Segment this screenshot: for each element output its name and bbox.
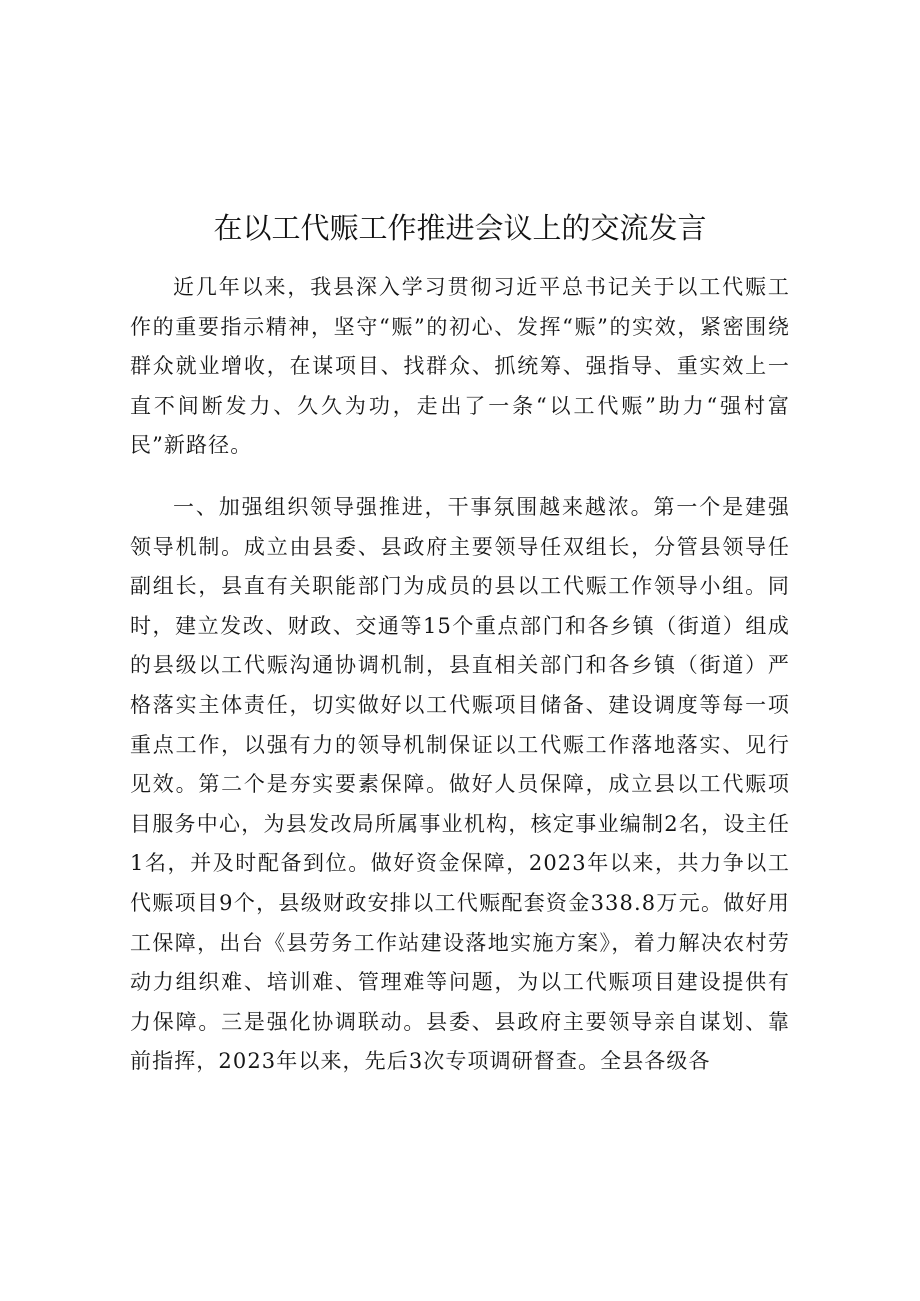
document-title: 在以工代赈工作推进会议上的交流发言 (213, 211, 707, 245)
paragraph-section-one: 一、加强组织领导强推进，干事氛围越来越浓。第一个是建强领导机制。成立由县委、县政府主要领导任双组长，分管县领导任副组长，县直有关职能部门为成员的县以工代赈工作领导小组。同时，建立发改、财政、交通等15个重点部门和各乡镇（街道）组成的县级以工代赈沟通协调机制，县直相关部门和各乡镇（街道）严格落实主体责任，切实做好以工代赈项目储备、建设调度等每一项重点工作，以强有力的领导机制保证以工代赈工作落地落实、见行见效。第二个是夯实要素保障。做好人员保障，成立县以工代赈项目服务中心，为县发改局所属事业机构，核定事业编制2名，设主任1名，并及时配备到位。做好资金保障，2023年以来，共力争以工代赈项目9个，县级财政安排以工代赈配套资金338.8万元。做好用工保障，出台《县劳务工作站建设落地实施方案》，着力解决农村劳动力组织难、培训难、管理难等问题，为以工代赈项目建设提供有力保障。三是强化协调联动。县委、县政府主要领导亲自谋划、靠前指挥，2023年以来，先后3次专项调研督查。全县各级各 (130, 495, 790, 1074)
paragraph-intro: 近几年以来，我县深入学习贯彻习近平总书记关于以工代赈工作的重要指示精神，坚守“赈”的初心、发挥“赈”的实效，紧密围绕群众就业增收，在谋项目、找群众、抓统筹、强指导、重实效上一直不间断发力、久久为功，走出了一条“以工代赈”助力“强村富民”新路径。 (130, 275, 790, 458)
